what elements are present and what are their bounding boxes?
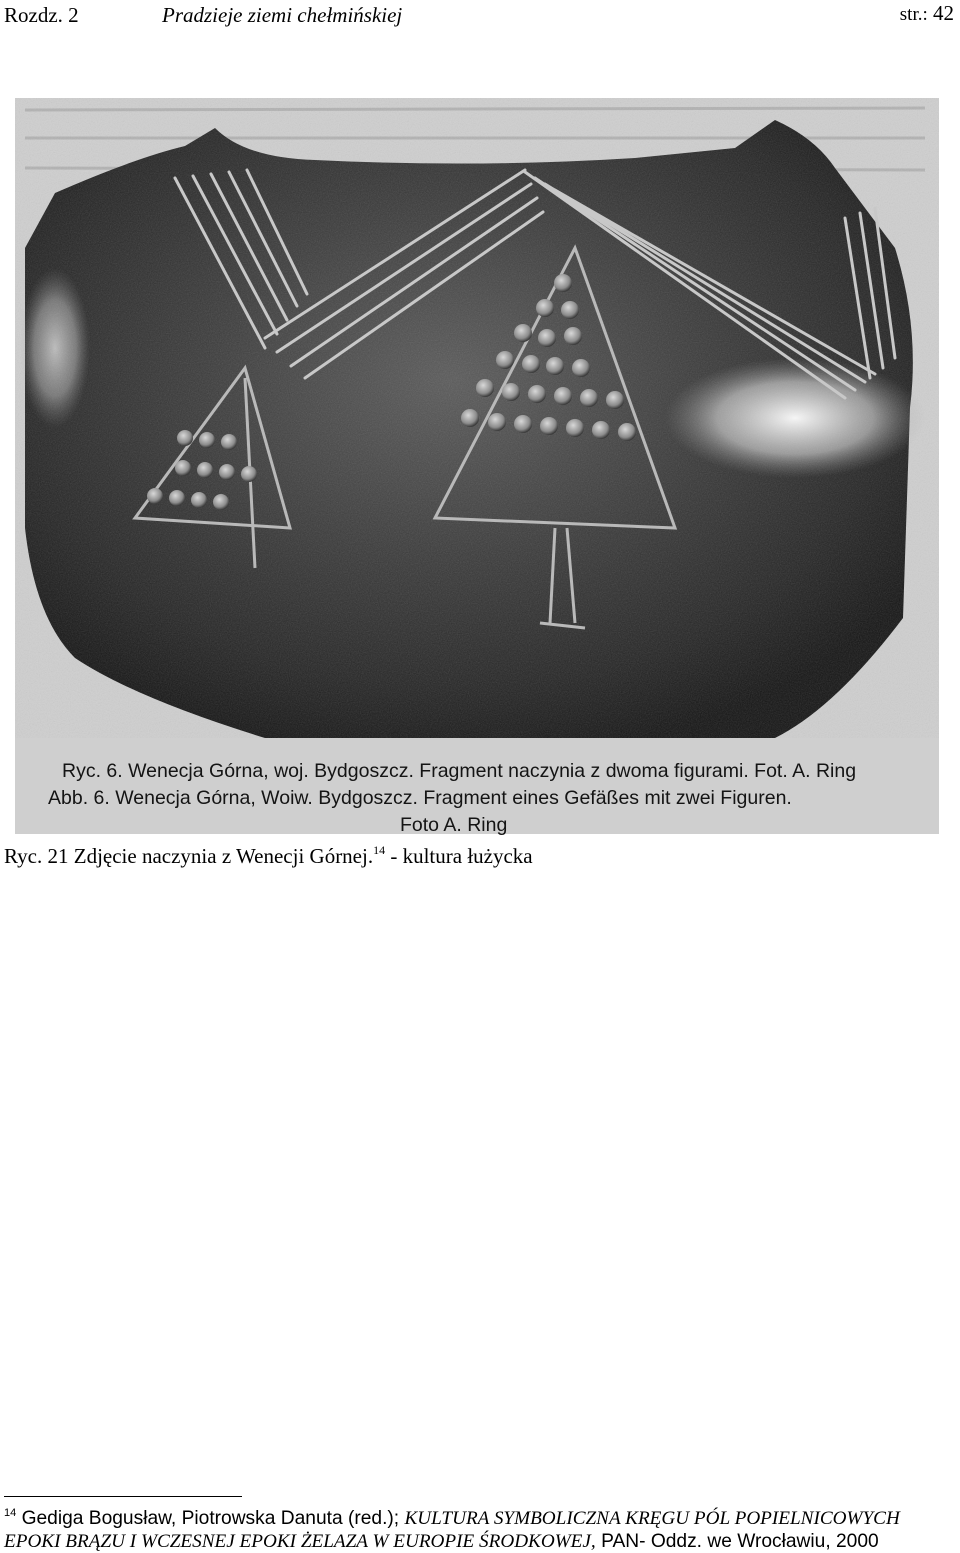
photo-caption-line-pl: Ryc. 6. Wenecja Górna, woj. Bydgoszcz. Fragment naczynia z dwoma figurami. Fot. A. Ring <box>62 760 857 782</box>
footnote-authors: Gediga Bogusław, Piotrowska Danuta (red.); <box>16 1508 405 1529</box>
vessel-photo <box>15 98 939 834</box>
footnote-title-line-2: EPOKI BRĄZU I WCZESNEJ EPOKI ŻELAZA W EUROPIE ŚRODKOWEJ, <box>4 1531 596 1552</box>
footnote-ref[interactable]: 14 <box>373 843 386 857</box>
footnote-number: 14 <box>4 1507 17 1519</box>
page-header <box>0 0 960 30</box>
footnote <box>4 1502 956 1553</box>
chapter-label: Rozdz. 2 <box>4 3 79 27</box>
vessel-photo-image <box>15 98 939 834</box>
footnote-publisher: PAN- Oddz. we Wrocławiu, 2000 <box>595 1531 879 1552</box>
figure-caption <box>4 836 533 870</box>
photo-caption-line-de: Abb. 6. Wenecja Górna, Woiw. Bydgoszcz. Fragment eines Gefäßes mit zwei Figuren. <box>48 787 792 809</box>
chapter-title: Pradzieje ziemi chełmińskiej <box>162 3 403 27</box>
page-number <box>900 0 954 28</box>
footnote-title-line-1: KULTURA SYMBOLICZNA KRĘGU PÓL POPIELNICOWYCH <box>404 1508 900 1529</box>
figure-caption-text: Ryc. 21 Zdjęcie naczynia z Wenecji Górnej. <box>4 844 374 868</box>
figure-caption-suffix: - kultura łużycka <box>385 844 533 868</box>
photo-caption-line-credit: Foto A. Ring <box>400 814 508 836</box>
footnote-line-1 <box>4 1502 956 1530</box>
page-number-value: 42 <box>933 1 954 25</box>
photo-caption <box>48 758 908 839</box>
page-number-label: str.: <box>899 4 928 25</box>
footnote-separator <box>4 1496 242 1497</box>
